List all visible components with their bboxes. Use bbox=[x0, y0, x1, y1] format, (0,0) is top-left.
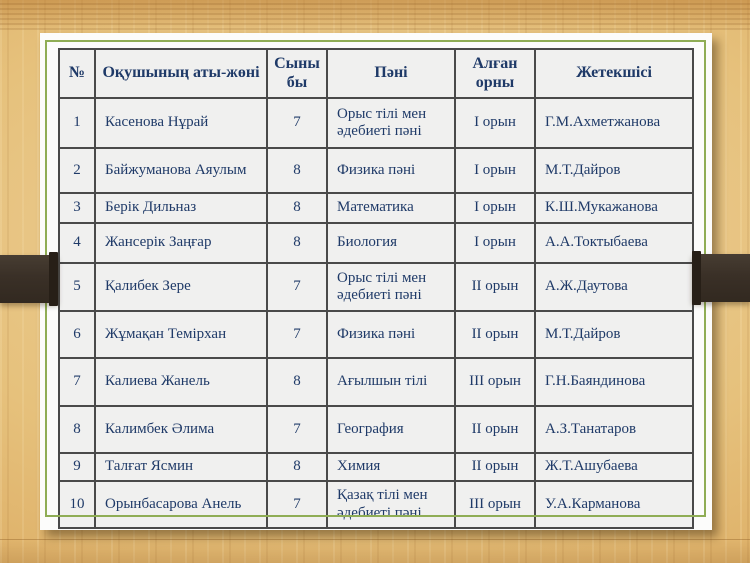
cell-teacher: У.А.Карманова bbox=[535, 481, 693, 528]
cell-subject: Биология bbox=[327, 223, 455, 263]
cell-subject: Химия bbox=[327, 453, 455, 481]
cell-number: 5 bbox=[59, 263, 95, 311]
cell-number: 8 bbox=[59, 406, 95, 453]
cell-teacher: А.Ж.Даутова bbox=[535, 263, 693, 311]
header-place: Алған орны bbox=[455, 49, 535, 98]
header-subject: Пәні bbox=[327, 49, 455, 98]
header-teacher: Жетекшісі bbox=[535, 49, 693, 98]
table-row bbox=[59, 193, 693, 223]
table-row bbox=[59, 358, 693, 406]
cell-place: II орын bbox=[455, 311, 535, 358]
cell-teacher: К.Ш.Мукажанова bbox=[535, 193, 693, 223]
cell-teacher: М.Т.Дайров bbox=[535, 311, 693, 358]
table-row bbox=[59, 148, 693, 193]
cell-subject: Қазақ тілі мен әдебиеті пәні bbox=[327, 481, 455, 528]
cell-grade: 7 bbox=[267, 263, 327, 311]
cell-number: 6 bbox=[59, 311, 95, 358]
cell-place: I орын bbox=[455, 223, 535, 263]
cell-number: 4 bbox=[59, 223, 95, 263]
cell-student-name: Жұмақан Темірхан bbox=[95, 311, 267, 358]
cell-grade: 8 bbox=[267, 223, 327, 263]
cell-subject: Орыс тілі мен әдебиеті пәні bbox=[327, 98, 455, 148]
cell-number: 2 bbox=[59, 148, 95, 193]
ribbon-right-cap bbox=[692, 251, 701, 305]
wood-texture-bottom bbox=[0, 539, 750, 563]
results-table bbox=[58, 48, 694, 529]
cell-subject: Физика пәні bbox=[327, 311, 455, 358]
cell-subject: Физика пәні bbox=[327, 148, 455, 193]
cell-teacher: Ж.Т.Ашубаева bbox=[535, 453, 693, 481]
cell-teacher: Г.М.Ахметжанова bbox=[535, 98, 693, 148]
header-number: № bbox=[59, 49, 95, 98]
cell-teacher: А.А.Токтыбаева bbox=[535, 223, 693, 263]
cell-place: I орын bbox=[455, 148, 535, 193]
cell-teacher: А.З.Танатаров bbox=[535, 406, 693, 453]
cell-student-name: Орынбасарова Анель bbox=[95, 481, 267, 528]
ribbon-left-cap bbox=[49, 252, 58, 306]
table-row bbox=[59, 223, 693, 263]
cell-place: III орын bbox=[455, 358, 535, 406]
cell-place: I орын bbox=[455, 193, 535, 223]
cell-grade: 7 bbox=[267, 406, 327, 453]
cell-grade: 8 bbox=[267, 453, 327, 481]
ribbon-left bbox=[0, 255, 58, 303]
cell-student-name: Байжуманова Аяулым bbox=[95, 148, 267, 193]
table-row bbox=[59, 311, 693, 358]
cell-number: 7 bbox=[59, 358, 95, 406]
cell-number: 10 bbox=[59, 481, 95, 528]
cell-grade: 8 bbox=[267, 358, 327, 406]
ribbon-right bbox=[692, 254, 750, 302]
cell-place: I орын bbox=[455, 98, 535, 148]
cell-student-name: Берік Дильназ bbox=[95, 193, 267, 223]
cell-subject: Математика bbox=[327, 193, 455, 223]
cell-grade: 7 bbox=[267, 311, 327, 358]
cell-teacher: М.Т.Дайров bbox=[535, 148, 693, 193]
cell-place: III орын bbox=[455, 481, 535, 528]
cell-place: II орын bbox=[455, 453, 535, 481]
cell-student-name: Талғат Ясмин bbox=[95, 453, 267, 481]
table-header-row bbox=[59, 49, 693, 98]
cell-subject: Орыс тілі мен әдебиеті пәні bbox=[327, 263, 455, 311]
cell-grade: 8 bbox=[267, 193, 327, 223]
cell-student-name: Касенова Нұрай bbox=[95, 98, 267, 148]
slide bbox=[40, 33, 712, 530]
wood-texture-top bbox=[0, 0, 750, 30]
table-row bbox=[59, 98, 693, 148]
cell-subject: География bbox=[327, 406, 455, 453]
cell-student-name: Калиева Жанель bbox=[95, 358, 267, 406]
cell-student-name: Калимбек Әлима bbox=[95, 406, 267, 453]
cell-grade: 7 bbox=[267, 98, 327, 148]
table-row bbox=[59, 453, 693, 481]
cell-number: 3 bbox=[59, 193, 95, 223]
cell-number: 9 bbox=[59, 453, 95, 481]
header-student-name: Оқушының аты-жөні bbox=[95, 49, 267, 98]
cell-student-name: Жансерік Заңғар bbox=[95, 223, 267, 263]
cell-grade: 8 bbox=[267, 148, 327, 193]
table-row bbox=[59, 263, 693, 311]
cell-student-name: Қалибек Зере bbox=[95, 263, 267, 311]
header-grade: Сыныбы bbox=[267, 49, 327, 98]
cell-number: 1 bbox=[59, 98, 95, 148]
cell-grade: 7 bbox=[267, 481, 327, 528]
cell-teacher: Г.Н.Баяндинова bbox=[535, 358, 693, 406]
cell-subject: Ағылшын тілі bbox=[327, 358, 455, 406]
table-row bbox=[59, 481, 693, 528]
cell-place: II орын bbox=[455, 263, 535, 311]
cell-place: II орын bbox=[455, 406, 535, 453]
table-row bbox=[59, 406, 693, 453]
